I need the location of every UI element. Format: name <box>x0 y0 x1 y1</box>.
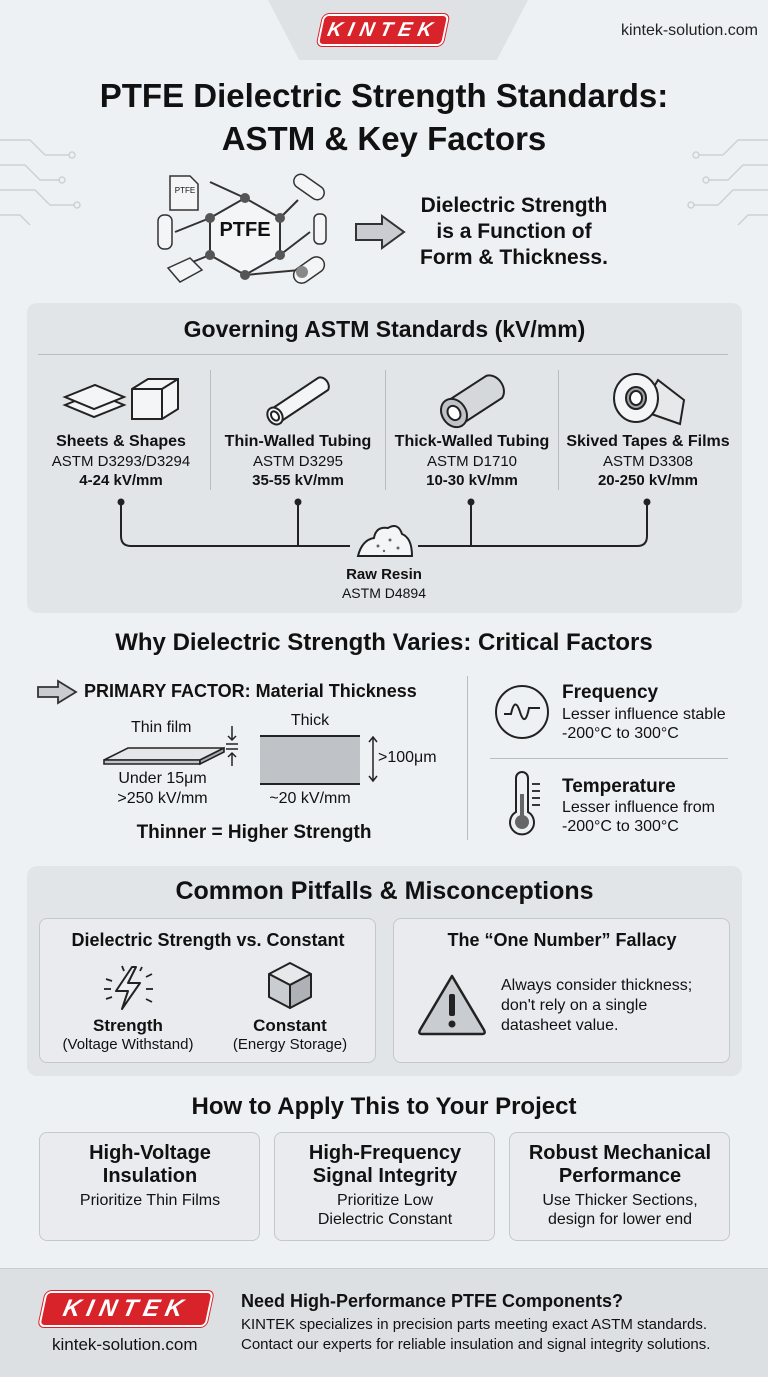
apply-heading: How to Apply This to Your Project <box>191 1093 577 1120</box>
page-title-line2: ASTM & Key Factors <box>221 120 547 157</box>
astm-item-standard-2: ASTM D3295 <box>252 453 344 470</box>
footer-line2: Contact our experts for reliable insulation and signal integrity solutions. <box>241 1336 711 1353</box>
thick-value: ~20 kV/mm <box>269 790 351 807</box>
doc-icon-label: PTFE <box>174 186 196 195</box>
temperature-line1: Lesser influence from <box>562 799 715 816</box>
card2-title: The “One Number” Fallacy <box>447 930 677 950</box>
thin-film-size: Under 15μm <box>118 770 207 787</box>
apply-card2-title2: Signal Integrity <box>312 1165 458 1187</box>
temperature-title: Temperature <box>562 776 676 797</box>
kintek-logo[interactable]: KINTEK <box>319 16 447 44</box>
primary-factor-label: PRIMARY FACTOR: Material Thickness <box>84 681 417 701</box>
footer-site-url[interactable]: kintek-solution.com <box>52 1335 198 1354</box>
card2-line1: Always consider thickness; <box>501 977 693 994</box>
frequency-wave-icon <box>494 684 550 740</box>
lightning-icon <box>100 963 156 1013</box>
frequency-line1: Lesser influence stable <box>562 706 726 723</box>
astm-heading: Governing ASTM Standards (kV/mm) <box>183 316 586 342</box>
apply-card3-body2: design for lower end <box>547 1211 693 1228</box>
card1-title: Dielectric Strength vs. Constant <box>71 930 345 950</box>
pitfalls-heading: Common Pitfalls & Misconceptions <box>175 877 594 905</box>
thick-size: >100μm <box>378 749 437 766</box>
frequency-title: Frequency <box>562 682 659 703</box>
thick-label: Thick <box>290 712 330 729</box>
temperature-line2: -200°C to 300°C <box>562 818 679 835</box>
warning-triangle-icon <box>416 972 488 1036</box>
astm-item-name-1: Sheets & Shapes <box>56 433 186 450</box>
thickness-conclusion: Thinner = Higher Strength <box>136 822 372 843</box>
apply-card1-body1: Prioritize Thin Films <box>79 1192 221 1209</box>
astm-item-name-4: Skived Tapes & Films <box>566 433 730 450</box>
intro-statement-line3: Form & Thickness. <box>420 246 608 269</box>
astm-item-range-2: 35-55 kV/mm <box>252 472 344 489</box>
card2-line2: don't rely on a single <box>501 997 648 1014</box>
strength-label: Strength <box>93 1016 163 1035</box>
footer-headline: Need High-Performance PTFE Components? <box>241 1291 624 1311</box>
thermometer-icon <box>508 772 546 838</box>
intro-statement-line1: Dielectric Strength <box>420 194 608 217</box>
thin-film-diagram <box>100 722 250 772</box>
resin-name: Raw Resin <box>346 566 422 583</box>
secondary-factors-divider <box>490 758 728 759</box>
astm-item-name-3: Thick-Walled Tubing <box>394 433 550 450</box>
thick-block-diagram <box>260 735 360 785</box>
astm-item-range-3: 10-30 kV/mm <box>426 472 518 489</box>
astm-item-standard-4: ASTM D3308 <box>602 453 694 470</box>
strength-sublabel: (Voltage Withstand) <box>62 1036 194 1053</box>
thin-film-label: Thin film <box>131 719 192 736</box>
card2-line3: datasheet value. <box>501 1017 619 1034</box>
ptfe-hub-label: PTFE <box>219 219 271 241</box>
apply-card3-title1: Robust Mechanical <box>528 1142 712 1164</box>
apply-card3-body1: Use Thicker Sections, <box>542 1192 698 1209</box>
intro-statement-line2: is a Function of <box>436 220 592 243</box>
apply-card2-body1: Prioritize Low <box>336 1192 434 1209</box>
astm-item-name-2: Thin-Walled Tubing <box>224 433 372 450</box>
frequency-line2: -200°C to 300°C <box>562 725 679 742</box>
cube-icon <box>265 960 315 1010</box>
constant-label: Constant <box>253 1016 327 1035</box>
site-url[interactable]: kintek-solution.com <box>621 22 758 39</box>
astm-item-standard-1: ASTM D3293/D3294 <box>51 453 191 470</box>
apply-card3-title2: Performance <box>558 1165 682 1187</box>
apply-card1-title2: Insulation <box>102 1165 198 1187</box>
constant-sublabel: (Energy Storage) <box>232 1036 348 1053</box>
primary-arrow-icon <box>36 680 78 704</box>
resin-powder-icon <box>354 518 416 560</box>
apply-card2-title1: High-Frequency <box>308 1142 462 1164</box>
astm-item-standard-3: ASTM D1710 <box>426 453 518 470</box>
footer-line1: KINTEK specializes in precision parts meeting exact ASTM standards. <box>241 1316 708 1333</box>
astm-item-range-1: 4-24 kV/mm <box>79 472 163 489</box>
astm-item-range-4: 20-250 kV/mm <box>597 472 699 489</box>
factors-heading: Why Dielectric Strength Varies: Critical Factors <box>115 629 653 656</box>
apply-card1-title1: High-Voltage <box>89 1142 211 1164</box>
resin-standard: ASTM D4894 <box>341 585 427 601</box>
page-title-line1: PTFE Dielectric Strength Standards: <box>99 77 669 114</box>
thin-film-value: >250 kV/mm <box>117 790 208 807</box>
footer-kintek-logo[interactable]: KINTEK <box>41 1293 212 1325</box>
factors-divider <box>467 676 468 840</box>
apply-card2-body2: Dielectric Constant <box>317 1211 453 1228</box>
